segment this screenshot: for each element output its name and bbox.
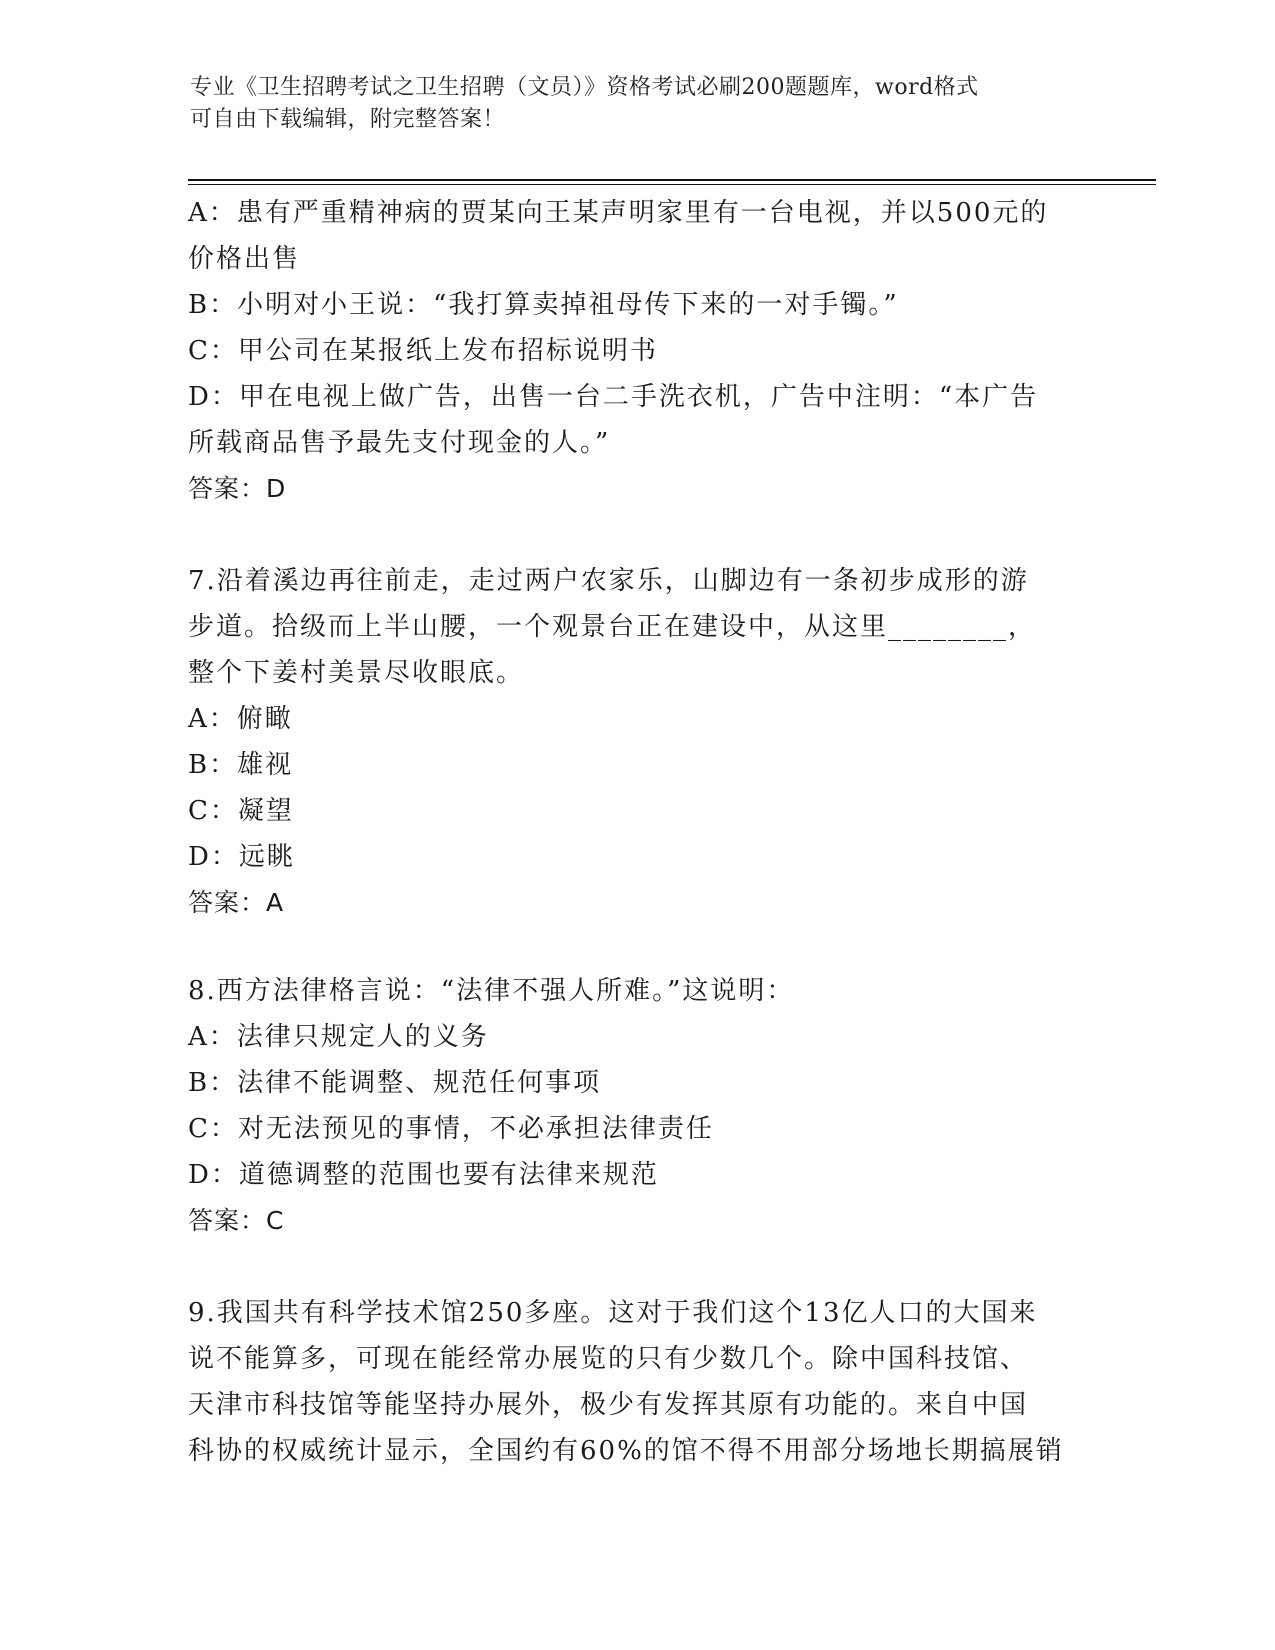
spacer [188, 1244, 1088, 1290]
option-b: B：雄视 [188, 750, 294, 780]
question-stem-line-2: 说不能算多，可现在能经常办展览的只有少数几个。除中国科技馆、 [188, 1344, 1029, 1374]
option-b: B：小明对小王说：“我打算卖掉祖母传下来的一对手镯。” [188, 290, 899, 320]
option-c: C：凝望 [188, 796, 294, 826]
option-c: C：对无法预见的事情，不必承担法律责任 [188, 1114, 714, 1144]
option-d: D：远眺 [188, 842, 295, 872]
answer: 答案：D [188, 474, 287, 503]
question-9 [188, 1290, 1088, 1474]
question-stem-line-3: 整个下姜村美景尽收眼底。 [188, 658, 525, 688]
answer: 答案：C [188, 1206, 285, 1235]
answer: 答案：A [188, 888, 285, 917]
option-a: A：俯瞰 [188, 704, 293, 734]
question-8 [188, 968, 1088, 1244]
question-stem-line-2: 步道。拾级而上半山腰，一个观景台正在建设中，从这里________， [188, 612, 1037, 642]
document-body [188, 190, 1088, 1474]
option-a-line-1: A：患有严重精神病的贾某向王某声明家里有一台电视，并以500元的 [188, 198, 1049, 228]
option-a: A：法律只规定人的义务 [188, 1022, 489, 1052]
option-d: D：道德调整的范围也要有法律来规范 [188, 1160, 659, 1190]
header-title-line-2: 可自由下载编辑，附完整答案！ [190, 107, 506, 132]
spacer [188, 512, 1088, 558]
spacer [188, 926, 1088, 968]
question-stem-line-1: 9.我国共有科学技术馆250多座。这对于我们这个13亿人口的大国来 [188, 1298, 1038, 1328]
option-b: B：法律不能调整、规范任何事项 [188, 1068, 602, 1098]
option-c: C：甲公司在某报纸上发布招标说明书 [188, 336, 658, 366]
question-6-continued [188, 190, 1088, 512]
question-stem-line-1: 7.沿着溪边再往前走，走过两户农家乐，山脚边有一条初步成形的游 [188, 566, 1029, 596]
document-header [190, 72, 1090, 136]
question-stem: 8.西方法律格言说：“法律不强人所难。”这说明： [188, 976, 795, 1006]
option-d-line-2: 所载商品售予最先支付现金的人。” [188, 428, 611, 458]
question-stem-line-3: 天津市科技馆等能坚持办展外，极少有发挥其原有功能的。来自中国 [188, 1390, 1029, 1420]
header-divider-thin [188, 184, 1156, 185]
option-d-line-1: D：甲在电视上做广告，出售一台二手洗衣机，广告中注明：“本广告 [188, 382, 1039, 412]
question-stem-line-4: 科协的权威统计显示，全国约有60%的馆不得不用部分场地长期搞展销 [188, 1436, 1064, 1466]
question-7 [188, 558, 1088, 926]
option-a-line-2: 价格出售 [188, 244, 301, 274]
header-divider-thick [188, 179, 1156, 181]
header-title-line-1: 专业《卫生招聘考试之卫生招聘（文员）》资格考试必刷200题题库，word格式 [190, 75, 979, 100]
